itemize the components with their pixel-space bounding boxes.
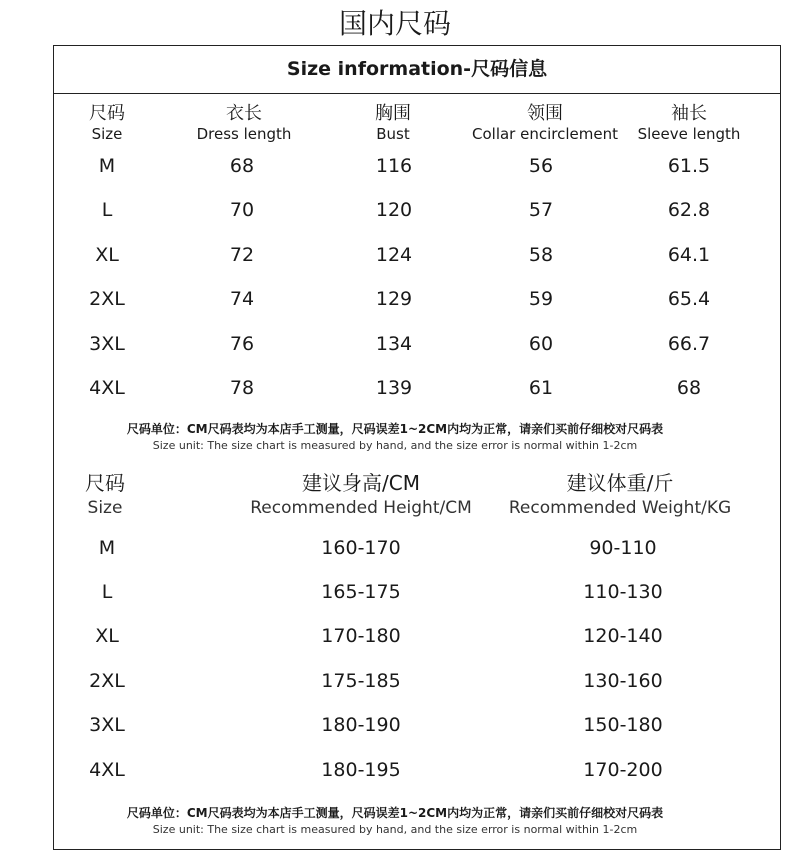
table2-cell: 110-130 (583, 581, 663, 603)
header-collar-en: Collar encirclement (472, 125, 618, 143)
table2-cell: 130-160 (583, 670, 663, 692)
table2-cell: 150-180 (583, 714, 663, 736)
size-note-cn: 尺码单位：CM尺码表均为本店手工测量，尺码误差1~2CM内均为正常，请亲们买前仔细校对尺码表 (126, 422, 664, 436)
table1-cell: 124 (375, 244, 413, 266)
table1-cell: 66.7 (667, 333, 711, 355)
table1-cell: 2XL (89, 288, 125, 310)
table2-cell: 170-180 (321, 625, 401, 647)
table2-cell: 175-185 (321, 670, 401, 692)
table1-cell: 68 (229, 155, 255, 177)
size-note-cn: 尺码单位：CM尺码表均为本店手工测量，尺码误差1~2CM内均为正常，请亲们买前仔细校对尺码表 (126, 806, 664, 820)
size-note-en: Size unit: The size chart is measured by hand, and the size error is normal within 1-2cm (152, 439, 638, 452)
table1-cell: 61 (528, 377, 554, 399)
table2-cell: M (98, 537, 116, 559)
table1-cell: 4XL (89, 377, 125, 399)
header-dress-length-cn: 衣长 (226, 103, 262, 124)
table1-cell: 129 (375, 288, 413, 310)
table1-cell: M (98, 155, 116, 177)
header2-weight-en: Recommended Weight/KG (508, 498, 732, 518)
table2-cell: 160-170 (321, 537, 401, 559)
table2-cell: 170-200 (583, 759, 663, 781)
header-size-cn: 尺码 (89, 103, 125, 124)
table1-cell: 65.4 (667, 288, 711, 310)
table1-cell: 139 (375, 377, 413, 399)
header2-height-en: Recommended Height/CM (250, 498, 472, 518)
table1-cell: 76 (229, 333, 255, 355)
table1-cell: 58 (528, 244, 554, 266)
table1-cell: 134 (375, 333, 413, 355)
header-sleeve-length-en: Sleeve length (637, 125, 741, 143)
table1-cell: 57 (528, 199, 554, 221)
header-dress-length-en: Dress length (196, 125, 292, 143)
table1-cell: 59 (528, 288, 554, 310)
header-bust-en: Bust (376, 125, 410, 143)
size-note-en: Size unit: The size chart is measured by hand, and the size error is normal within 1-2cm (152, 823, 638, 836)
table1-cell: 62.8 (667, 199, 711, 221)
table1-cell: 120 (375, 199, 413, 221)
table1-cell: 70 (229, 199, 255, 221)
table1-cell: 78 (229, 377, 255, 399)
header-sleeve-length-cn: 袖长 (671, 103, 707, 124)
header2-size-cn: 尺码 (85, 471, 125, 495)
header2-height-cn: 建议身高/CM (302, 471, 420, 495)
table2-cell: L (101, 581, 113, 603)
table1-cell: L (101, 199, 113, 221)
table1-cell: 72 (229, 244, 255, 266)
table2-cell: XL (95, 625, 119, 647)
table1-cell: 56 (528, 155, 554, 177)
header-bust-cn: 胸围 (375, 103, 411, 124)
table2-cell: 90-110 (589, 537, 657, 559)
header2-size-en: Size (87, 498, 123, 518)
header-size-en: Size (91, 125, 123, 143)
table1-cell: 74 (229, 288, 255, 310)
table2-cell: 165-175 (321, 581, 401, 603)
table2-cell: 4XL (89, 759, 125, 781)
table1-cell: 60 (528, 333, 554, 355)
header2-weight-cn: 建议体重/斤 (566, 471, 674, 495)
table2-cell: 180-195 (321, 759, 401, 781)
table1-cell: 116 (375, 155, 413, 177)
table1-cell: 3XL (89, 333, 125, 355)
table1-cell: 61.5 (667, 155, 711, 177)
header-collar-cn: 领围 (527, 103, 563, 124)
table2-cell: 2XL (89, 670, 125, 692)
page-title: 国内尺码 (338, 7, 451, 40)
table2-cell: 180-190 (321, 714, 401, 736)
table2-cell: 3XL (89, 714, 125, 736)
table1-cell: 68 (676, 377, 702, 399)
table1-cell: 64.1 (667, 244, 711, 266)
size-information-title: Size information-尺码信息 (53, 45, 781, 94)
table2-cell: 120-140 (583, 625, 663, 647)
table1-cell: XL (95, 244, 119, 266)
